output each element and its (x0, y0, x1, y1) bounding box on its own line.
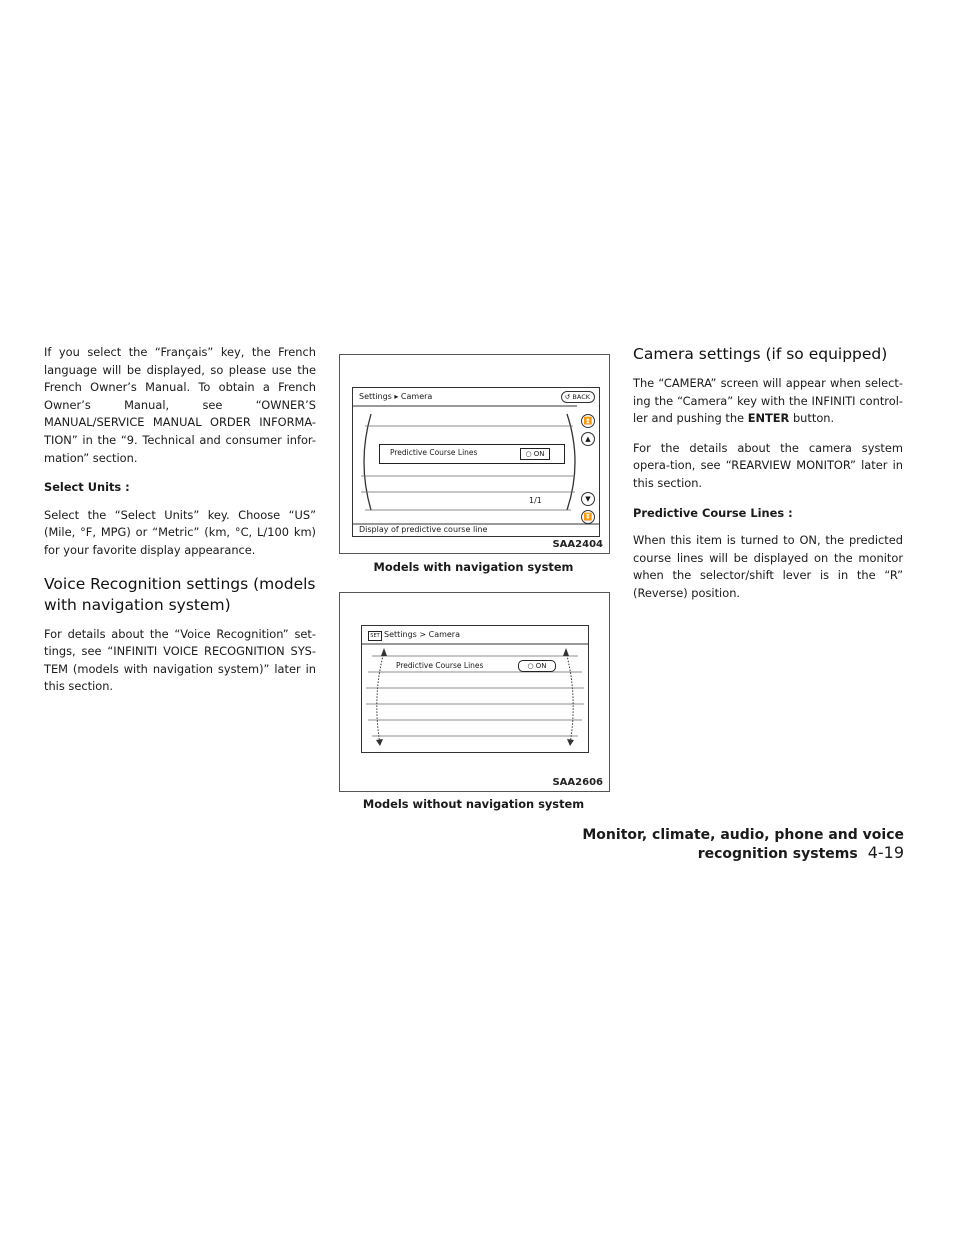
toggle-label: ON (535, 662, 547, 670)
camera-settings-screen-nav (352, 387, 600, 537)
on-indicator[interactable]: ○ ON (518, 660, 556, 672)
screen-title: Settings > Camera (384, 630, 460, 639)
predictive-course-lines-item[interactable] (379, 444, 565, 464)
right-column (633, 344, 903, 615)
item-label: Predictive Course Lines (390, 448, 478, 457)
figure-non-nav-camera-screen (339, 592, 610, 792)
scroll-up-icon[interactable]: ▲ (581, 432, 595, 446)
figure-code: SAA2404 (552, 539, 603, 550)
paragraph-select-units: Select the “Select Units” key. Choose “US” (Mile, °F, MPG) or “Metric” (km, °C, L/100 km) for your favorite display appearance. (44, 507, 316, 557)
text-run: button. (789, 411, 835, 426)
figure2-caption: Models without navigation system (362, 797, 585, 811)
screen-footer-text: Display of predictive course line (359, 525, 488, 534)
paragraph-french-manual: If you select the “Français” key, the French language will be displayed, so please use the French Owner’s Manual. To obtain a French Owner’s Manual, see “OWNER’S MANUAL/SERVICE MANUAL ORDER INFORMA-TION” in the “9. Technical and consumer infor-mation” section. (44, 345, 316, 465)
back-button[interactable]: ↺ BACK (561, 391, 595, 403)
page-footer (500, 827, 904, 862)
section-title: Monitor, climate, audio, phone and voice recognition systems (582, 827, 904, 862)
figure-code: SAA2606 (552, 777, 603, 788)
settings-icon: SET (368, 631, 382, 641)
paragraph-camera-screen (633, 375, 903, 428)
scroll-bottom-icon[interactable]: ⏬ (581, 510, 595, 524)
scroll-down-icon[interactable]: ▼ (581, 492, 595, 506)
subheading-select-units: Select Units : (44, 480, 130, 495)
heading-camera-settings: Camera settings (if so equipped) (633, 345, 888, 363)
left-column (44, 344, 316, 708)
figure1-caption: Models with navigation system (373, 560, 574, 574)
text-run: The “CAMERA” screen will appear when select-ing the “Camera” key with the INFINITI control-ler and pushing the (633, 376, 903, 426)
enter-button-name: ENTER (747, 411, 790, 426)
figure-nav-camera-screen (339, 354, 610, 554)
paragraph-camera-details: For the details about the camera system opera-tion, see “REARVIEW MONITOR” later in this section. (633, 440, 903, 490)
camera-settings-screen-non-nav (361, 625, 589, 753)
paragraph-voice-recognition: For details about the “Voice Recognition” set-tings, see “INFINITI VOICE RECOGNITION SYS-TEM (models with navigation system)” later in this section. (44, 626, 316, 694)
screen-title: Settings ▸ Camera (359, 392, 433, 401)
heading-voice-recognition: Voice Recognition settings (models with navigation system) (44, 574, 316, 614)
subheading-predictive-course-lines: Predictive Course Lines : (633, 505, 793, 520)
page-indicator: 1/1 (529, 496, 542, 505)
screen-frame-lines (362, 626, 588, 752)
scroll-top-icon[interactable]: ⏫ (581, 414, 595, 428)
back-label: BACK (572, 393, 590, 401)
toggle-label: ON (533, 450, 545, 458)
paragraph-predictive-course-lines: When this item is turned to ON, the predicted course lines will be displayed on the monitor when the selector/shift lever is in the “R” (Reverse) position. (633, 533, 903, 600)
item-label[interactable]: Predictive Course Lines (396, 661, 484, 670)
on-indicator: ○ ON (520, 448, 550, 460)
page-number: 4-19 (867, 843, 904, 862)
